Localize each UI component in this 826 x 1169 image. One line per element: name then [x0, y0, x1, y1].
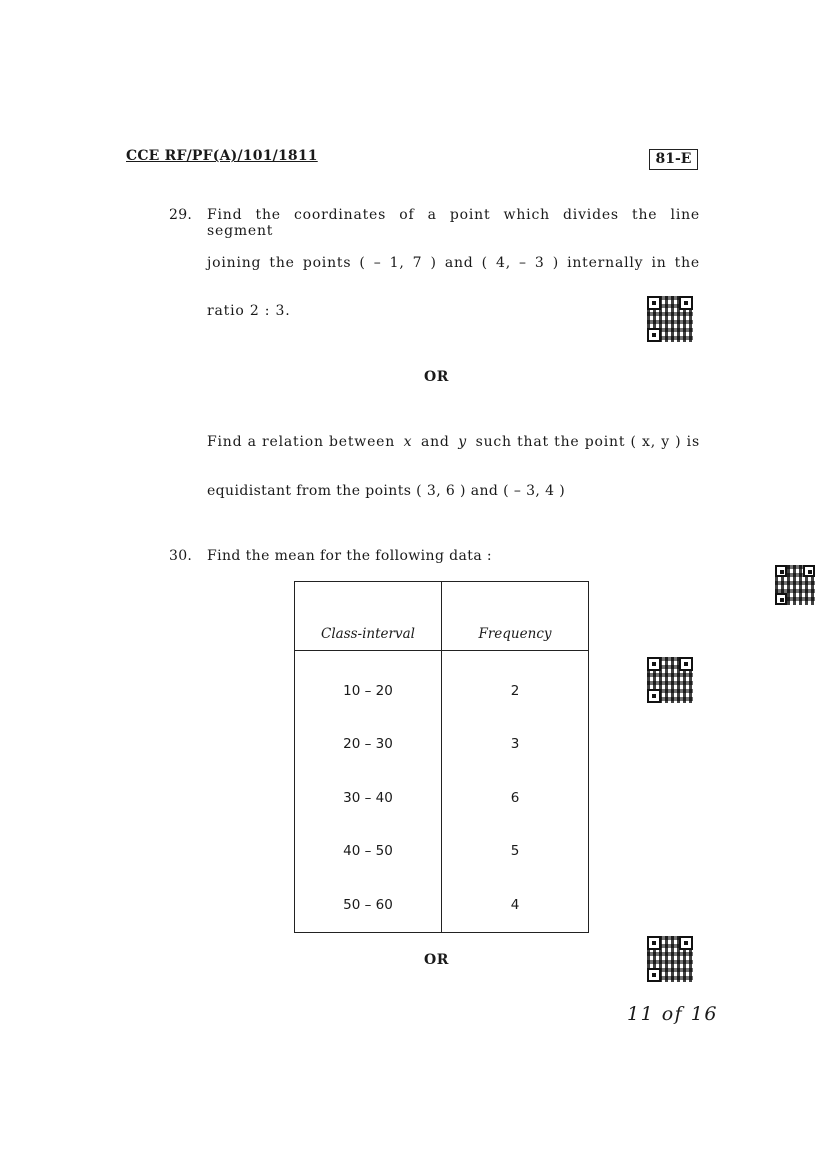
page-number: 11 of 16	[627, 1003, 718, 1025]
qr-code-2	[647, 657, 693, 703]
question-29-alt-line-1	[207, 434, 700, 450]
question-29-line-1: Find the coordinates of a point which divides the line segment	[207, 207, 700, 239]
variable-x: x	[403, 434, 413, 450]
class-interval-cell: 50 – 60	[295, 878, 442, 932]
frequency-cell: 2	[442, 651, 589, 718]
alt-text-post: such that the point ( x, y ) is	[475, 434, 700, 450]
class-interval-cell: 20 – 30	[295, 718, 442, 772]
header-class-interval: Class-interval	[295, 582, 442, 651]
table-row	[295, 878, 589, 932]
frequency-table	[294, 581, 589, 933]
question-29-alt-line-2: equidistant from the points ( 3, 6 ) and ( – 3, 4 )	[207, 483, 566, 499]
or-separator-29: OR	[424, 369, 450, 385]
qr-code-margin	[775, 565, 815, 605]
question-30-text: Find the mean for the following data :	[207, 548, 493, 564]
alt-text-pre: Find a relation between	[207, 434, 396, 450]
question-29-line-3: ratio 2 : 3.	[207, 303, 291, 319]
question-30-number: 30.	[169, 548, 193, 564]
table-row	[295, 825, 589, 879]
qr-code-3	[647, 936, 693, 982]
question-29-line-2: joining the points ( – 1, 7 ) and ( 4, – 3 ) internally in the	[207, 255, 700, 271]
question-29-number: 29.	[169, 207, 193, 223]
class-interval-cell: 30 – 40	[295, 771, 442, 825]
table-row	[295, 771, 589, 825]
frequency-cell: 6	[442, 771, 589, 825]
frequency-cell: 3	[442, 718, 589, 772]
table-row	[295, 718, 589, 772]
alt-text-and: and	[420, 434, 450, 450]
class-interval-cell: 10 – 20	[295, 651, 442, 718]
variable-y: y	[458, 434, 467, 450]
class-interval-cell: 40 – 50	[295, 825, 442, 879]
qr-code-1	[647, 296, 693, 342]
header-frequency: Frequency	[442, 582, 589, 651]
or-separator-30: OR	[424, 952, 450, 968]
paper-code-box: 81-E	[649, 149, 698, 170]
frequency-cell: 5	[442, 825, 589, 879]
frequency-cell: 4	[442, 878, 589, 932]
table-row	[295, 651, 589, 718]
exam-code: CCE RF/PF(A)/101/1811	[126, 148, 318, 164]
